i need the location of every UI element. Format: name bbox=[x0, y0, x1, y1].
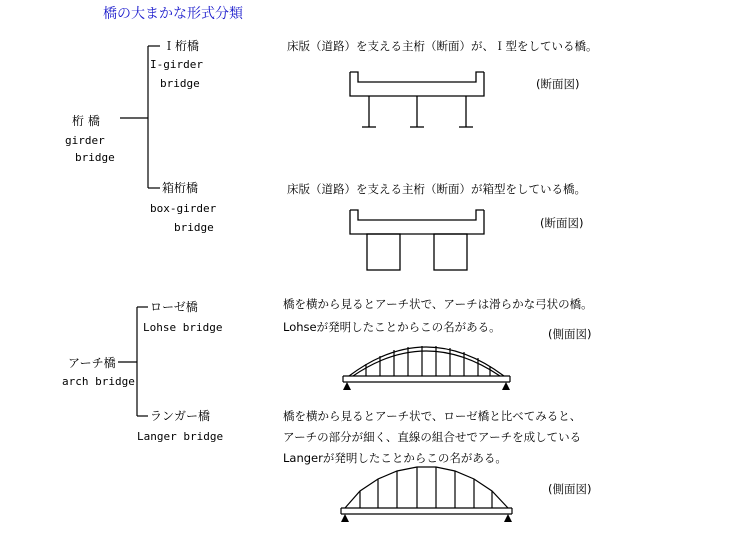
arch-bridge-label-en: arch bridge bbox=[62, 375, 135, 388]
lohse-description-line2: Lohseが発明したことからこの名がある。 bbox=[283, 320, 501, 334]
girder-bridge-label-en2: bridge bbox=[75, 151, 115, 164]
box-girder-label-en1: box-girder bbox=[150, 202, 217, 215]
arch-bridge-label-jp: アーチ橋 bbox=[68, 356, 116, 370]
page-title: 橋の大まかな形式分類 bbox=[103, 6, 243, 22]
langer-side-view-note: (側面図) bbox=[548, 482, 592, 496]
i-girder-section-note: (断面図) bbox=[536, 77, 580, 91]
girder-bridge-label-en1: girder bbox=[65, 134, 105, 147]
lohse-label-en: Lohse bridge bbox=[143, 321, 223, 334]
box-girder-description: 床版（道路）を支える主桁（断面）が箱型をしている橋。 bbox=[287, 182, 586, 196]
box-girder-label-en2: bridge bbox=[174, 221, 214, 234]
i-girder-description: 床版（道路）を支える主桁（断面）が、Ｉ型をしている橋。 bbox=[287, 39, 598, 53]
i-girder-label-jp: Ｉ桁橋 bbox=[163, 39, 200, 53]
langer-description-line3: Langerが発明したことからこの名がある。 bbox=[283, 451, 507, 465]
i-girder-label-en1: I-girder bbox=[150, 58, 203, 71]
lohse-label-jp: ローゼ橋 bbox=[150, 300, 198, 314]
langer-label-en: Langer bridge bbox=[137, 430, 224, 443]
girder-bridge-label-jp: 桁 橋 bbox=[72, 114, 100, 128]
i-girder-label-en2: bridge bbox=[160, 77, 200, 90]
lohse-side-view-note: (側面図) bbox=[548, 327, 592, 341]
lohse-description-line1: 橋を横から見るとアーチ状で、アーチは滑らかな弓状の橋。 bbox=[283, 297, 593, 311]
langer-description-line1: 橋を横から見るとアーチ状で、ローゼ橋と比べてみると、 bbox=[283, 409, 582, 423]
langer-label-jp: ランガー橋 bbox=[150, 409, 211, 423]
langer-description-line2: アーチの部分が細く、直線の組合せでアーチを成している bbox=[283, 430, 582, 444]
box-girder-label-jp: 箱桁橋 bbox=[162, 181, 199, 195]
box-girder-section-note: (断面図) bbox=[540, 216, 584, 230]
